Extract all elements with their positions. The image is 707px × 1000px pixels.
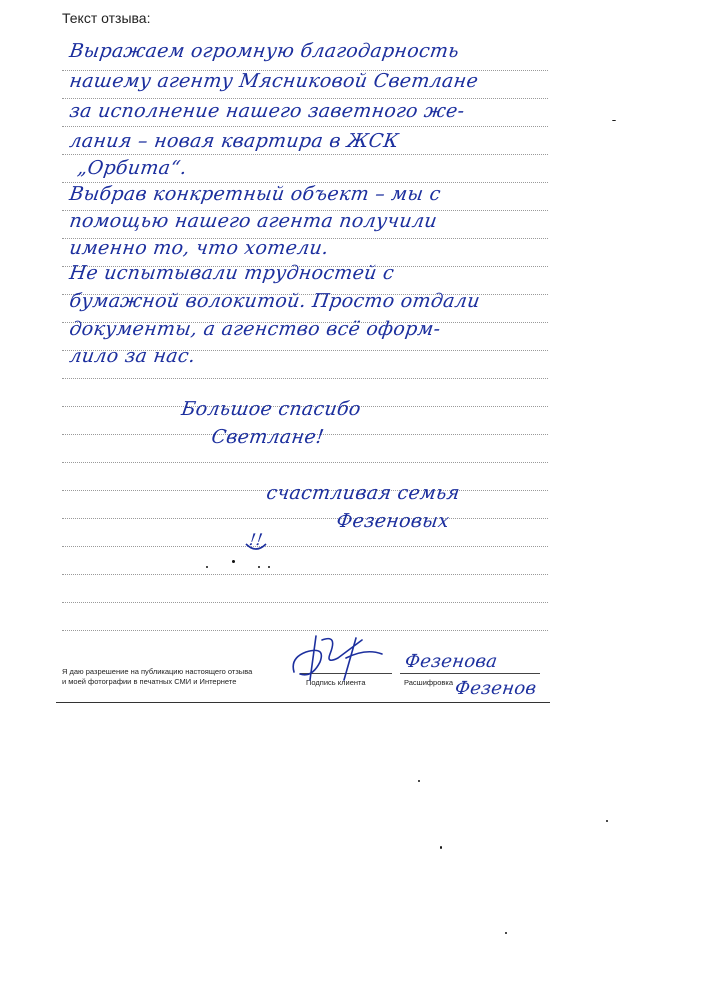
ruled-line [62, 518, 548, 519]
scan-speck [440, 846, 442, 849]
form-bottom-rule [56, 702, 550, 703]
ruled-line [62, 378, 548, 379]
family-line: Фезеновых [335, 510, 451, 532]
consent-line: Я даю разрешение на публикацию настоящего отзыва [62, 667, 253, 676]
signature-caption: Подпись клиента [306, 678, 366, 687]
decoding-name-2: Фезенов [453, 678, 538, 699]
ink-speck [232, 560, 235, 563]
client-signature-image [286, 628, 386, 688]
review-line: лания – новая квартира в ЖСК [68, 130, 401, 152]
smiley-icon [244, 538, 268, 554]
thanks-line: Светлане! [210, 426, 326, 448]
review-line: нашему агенту Мясниковой Светлане [68, 70, 480, 92]
review-line: документы, а агенство всё оформ- [68, 318, 442, 340]
smiley-mark: !! [248, 530, 265, 549]
review-line: помощью нашего агента получили [68, 210, 439, 232]
ruled-line [62, 574, 548, 575]
consent-text [62, 667, 282, 687]
review-line: Не испытывали трудностей с [68, 262, 396, 284]
ruled-line [62, 98, 548, 99]
page-title: Текст отзыва: [62, 10, 151, 26]
scan-speck [612, 120, 616, 121]
review-line: Выбрав конкретный объект – мы с [68, 183, 443, 205]
decoding-name: Фезенова [403, 651, 499, 672]
decoding-caption: Расшифровка [404, 678, 453, 687]
review-line: лило за нас. [68, 345, 197, 367]
ruled-line [62, 462, 548, 463]
review-line: „Орбита“. [76, 157, 189, 179]
ink-speck [258, 566, 260, 568]
ruled-line [62, 154, 548, 155]
thanks-line: Большое спасибо [180, 398, 363, 420]
ink-speck [206, 566, 208, 568]
ruled-line [62, 126, 548, 127]
scan-speck [505, 932, 507, 934]
review-line: бумажной волокитой. Просто отдали [68, 290, 482, 312]
review-line: за исполнение нашего заветного же- [68, 100, 466, 122]
consent-line: и моей фотографии в печатных СМИ и Интернете [62, 677, 237, 686]
ruled-line [62, 602, 548, 603]
review-line: Выражаем огромную благодарность [68, 40, 461, 62]
scan-speck [418, 780, 420, 782]
decoding-line [400, 673, 540, 674]
ink-speck [268, 566, 270, 568]
family-line: счастливая семья [265, 482, 462, 504]
scan-speck [606, 820, 608, 822]
ruled-line [62, 546, 548, 547]
review-line: именно то, что хотели. [68, 237, 331, 259]
